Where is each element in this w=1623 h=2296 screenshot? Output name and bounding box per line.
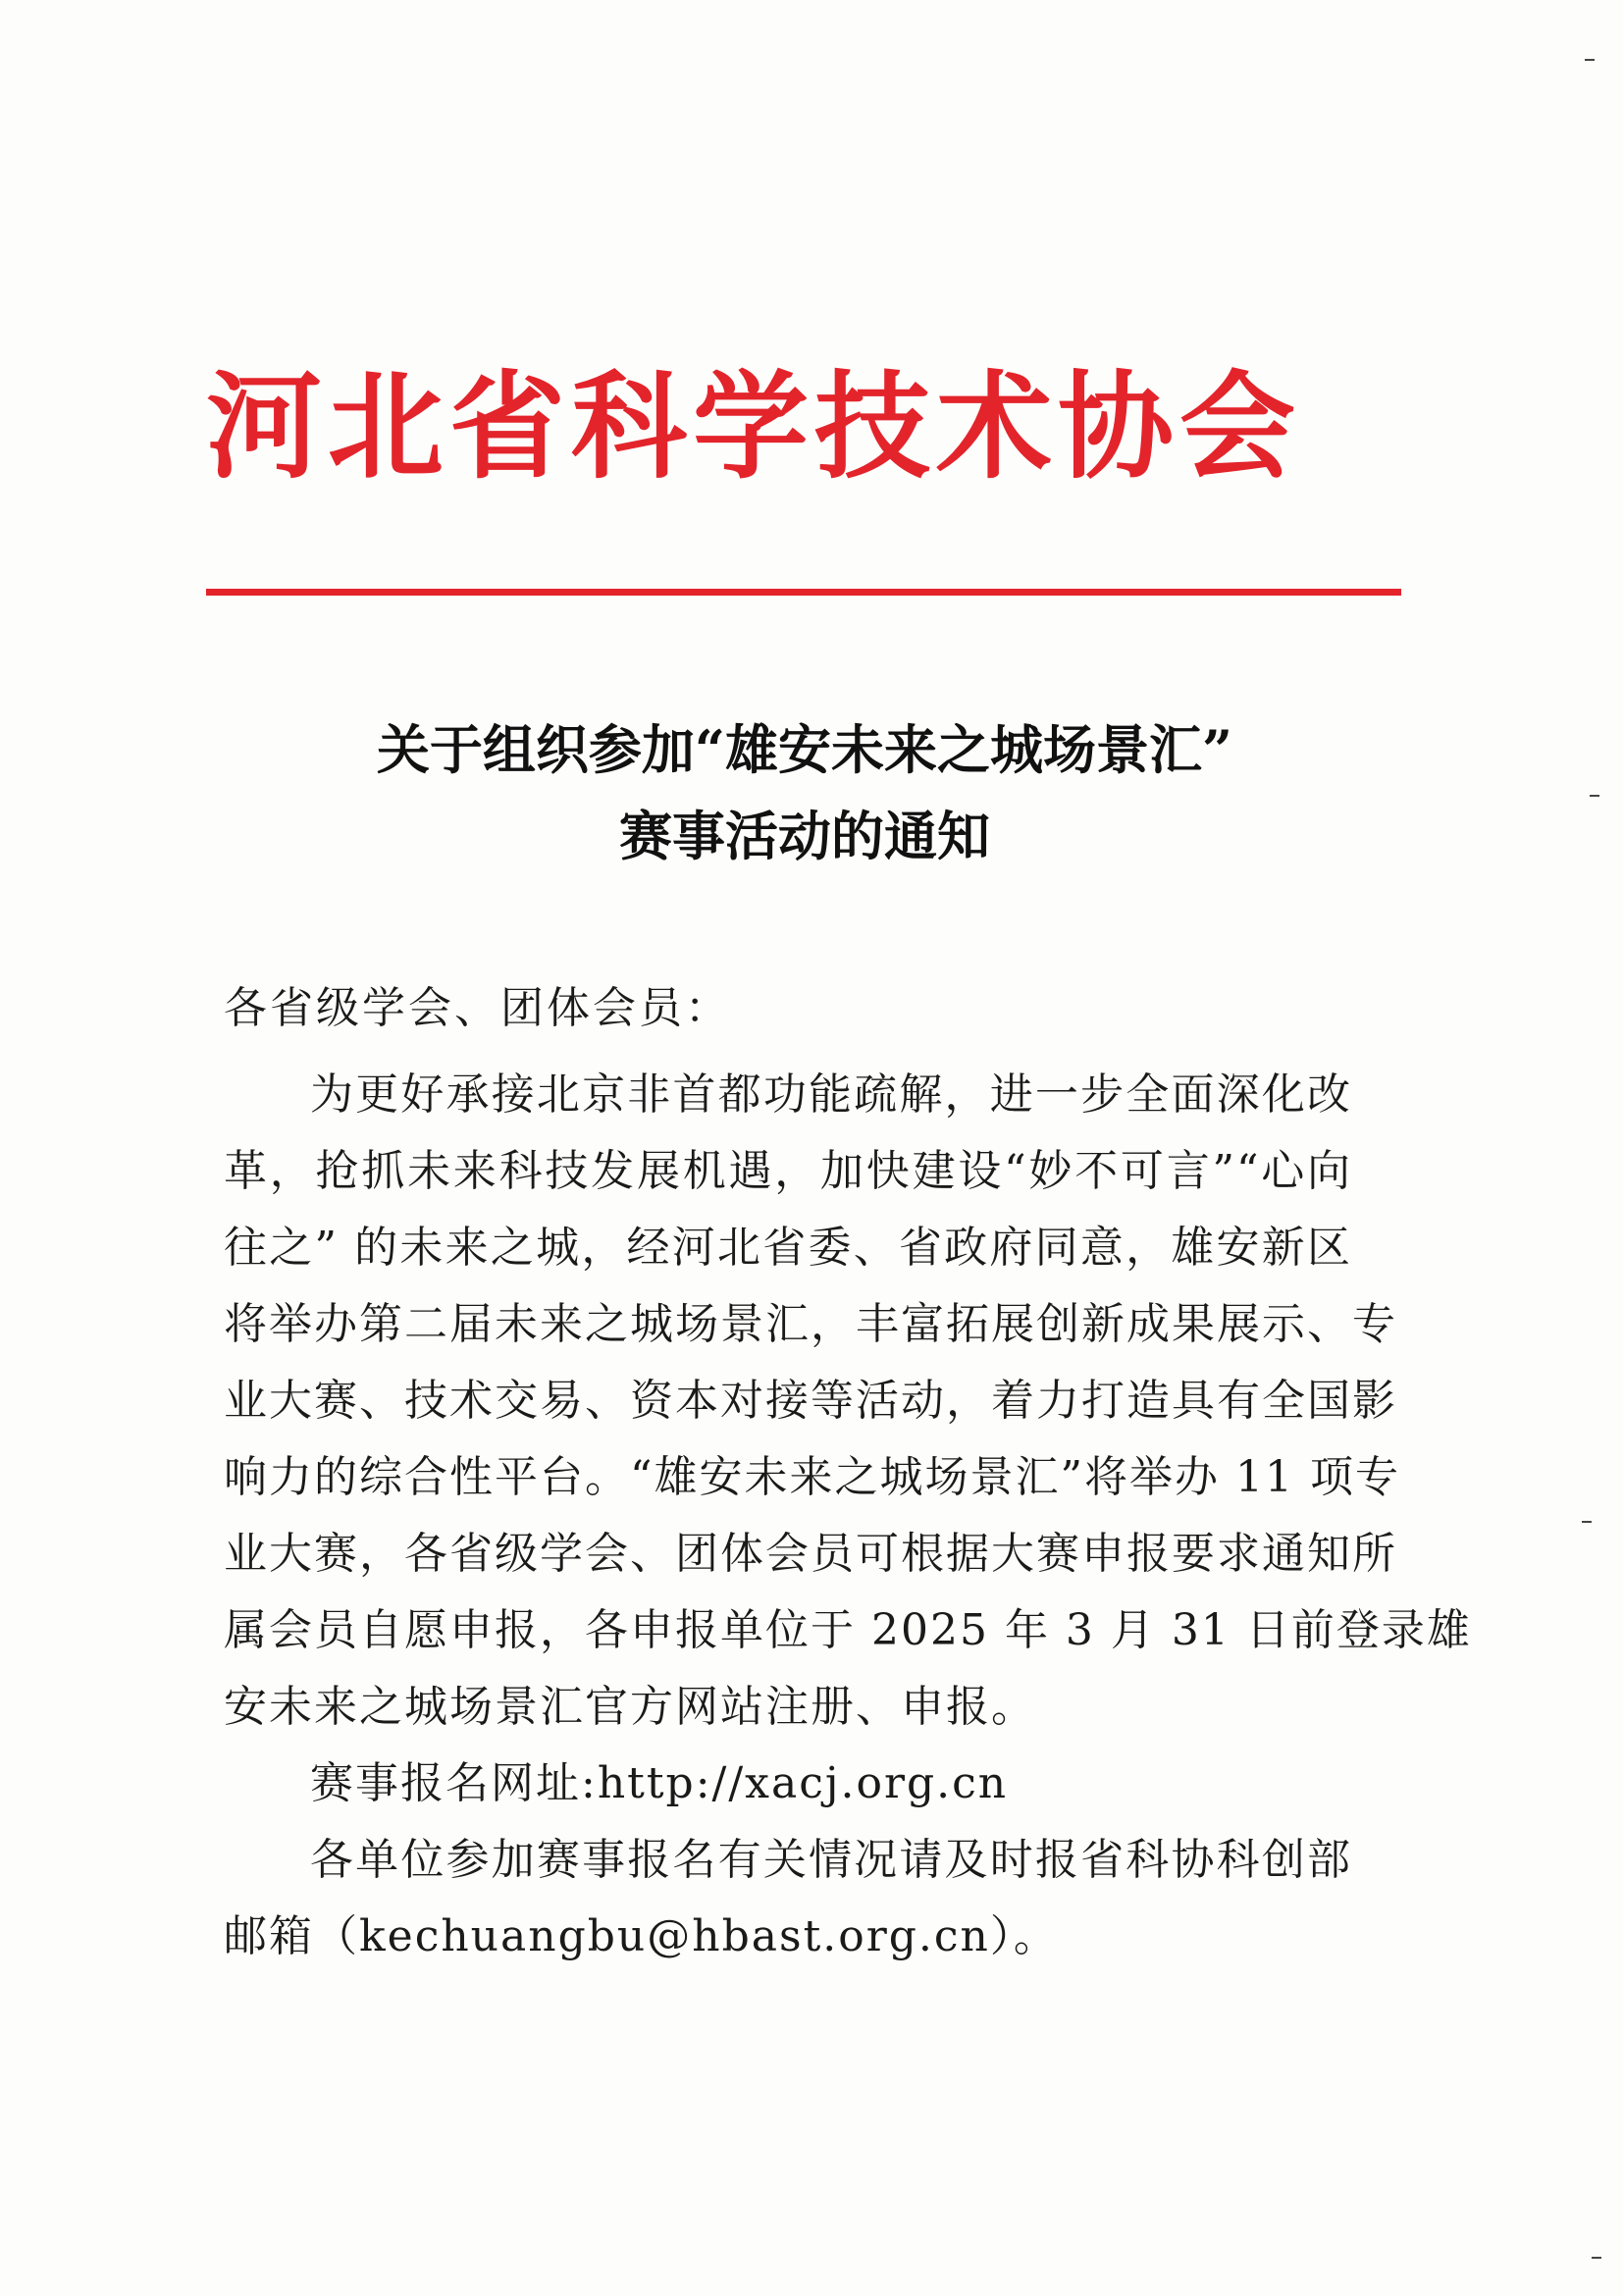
document-title — [196, 706, 1413, 879]
salutation: 各省级学会、团体会员： — [224, 983, 731, 1033]
paragraph-line: 属会员自愿申报，各申报单位于 2025 年 3 月 31 日前登录雄 — [224, 1605, 1472, 1655]
paragraph-line: 业大赛，各省级学会、团体会员可根据大赛申报要求通知所 — [224, 1529, 1397, 1579]
scan-artifact — [1592, 2257, 1601, 2259]
paragraph-line: 为更好承接北京非首都功能疏解，进一步全面深化改 — [310, 1070, 1352, 1120]
title-line-2: 赛事活动的通知 — [619, 805, 990, 867]
paragraph-line: 往之” 的未来之城，经河北省委、省政府同意，雄安新区 — [224, 1223, 1352, 1273]
contact-email-line: 邮箱（kechuangbu@hbast.org.cn）。 — [224, 1911, 1059, 1961]
scan-artifact — [1585, 59, 1595, 61]
registration-url-line: 赛事报名网址:http://xacj.org.cn — [310, 1758, 1009, 1808]
header-divider — [206, 589, 1401, 596]
title-line-1: 关于组织参加“雄安未来之城场景汇” — [376, 718, 1233, 781]
paragraph-line: 各单位参加赛事报名有关情况请及时报省科协科创部 — [310, 1835, 1352, 1885]
scan-artifact — [1582, 1521, 1592, 1523]
paragraph-line: 业大赛、技术交易、资本对接等活动，着力打造具有全国影 — [224, 1376, 1397, 1426]
scan-artifact — [1590, 795, 1599, 797]
organization-header: 河北省科学技术协会 — [206, 359, 1302, 495]
paragraph-line: 响力的综合性平台。“雄安未来之城场景汇”将举办 11 项专 — [224, 1452, 1400, 1502]
paragraph-line: 将举办第二届未来之城场景汇，丰富拓展创新成果展示、专 — [224, 1299, 1397, 1349]
paragraph-line: 革，抢抓未来科技发展机遇，加快建设“妙不可言”“心向 — [224, 1146, 1352, 1196]
paragraph-line: 安未来之城场景汇官方网站注册、申报。 — [224, 1682, 1036, 1732]
